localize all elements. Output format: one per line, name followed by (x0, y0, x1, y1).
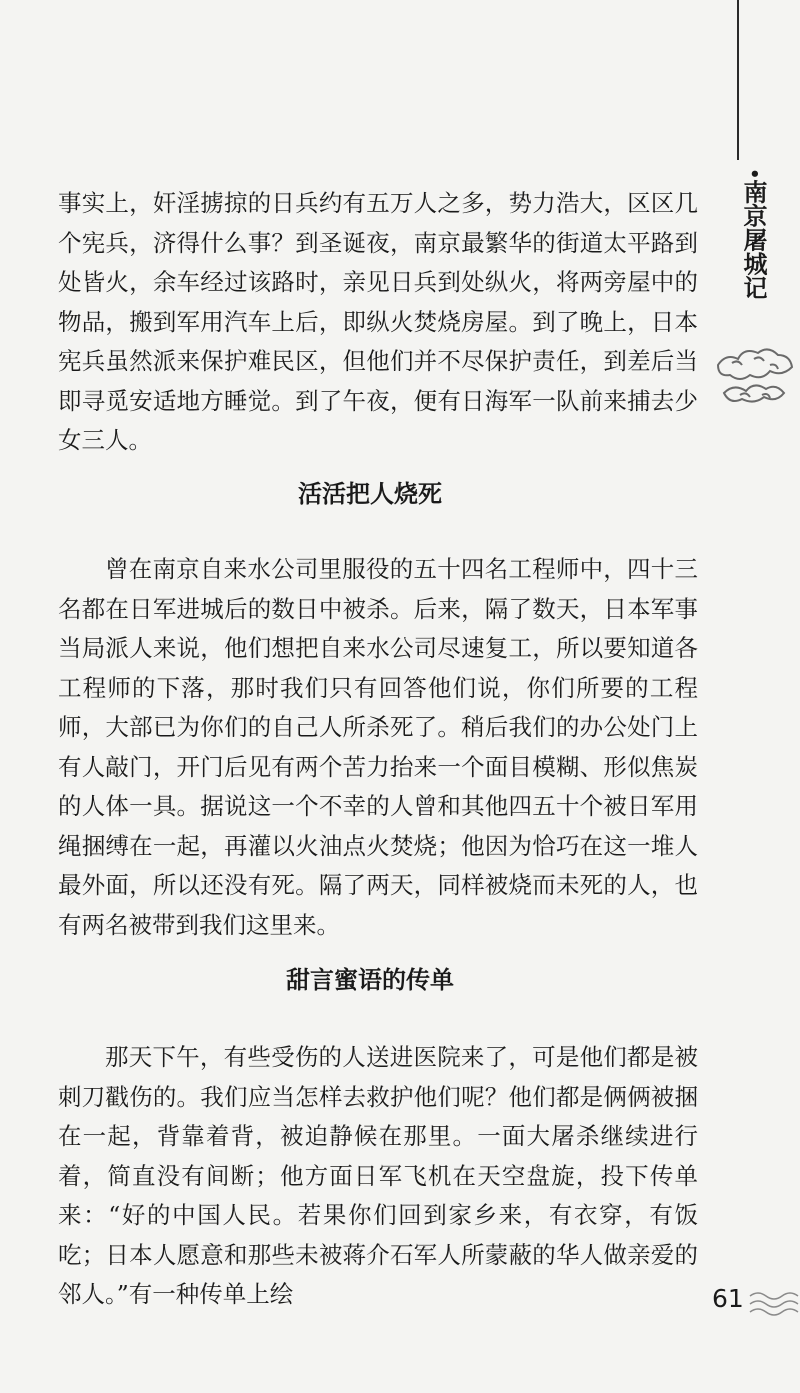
running-title-text: 南京屠城记 (739, 179, 767, 300)
page-number: 61 (712, 1284, 744, 1313)
margin-rule (737, 0, 739, 160)
paragraph-3-text: 那天下午，有些受伤的人送进医院来了，可是他们都是被刺刀戳伤的。我们应当怎样去救护他们呢？他们都是俩俩被捆在一起，背靠着背，被迫静候在那里。一面大屠杀继续进行着，简直没有间断；他方面日军飞机在天空盘旋，投下传单来：“好的中国人民。若果你们回到家乡来，有衣穿，有饭吃；日本人愿意和那些未被蒋介石军人所蒙蔽的华人做亲爱的邻人。”有一种传单上绘 (58, 1043, 698, 1308)
paragraph-1-text: 事实上，奸淫掳掠的日兵约有五万人之多，势力浩大，区区几个宪兵，济得什么事？到圣诞夜，南京最繁华的街道太平路到处皆火，余车经过该路时，亲见日兵到处纵火，将两旁屋中的物品，搬到军用汽车上后，即纵火焚烧房屋。到了晚上，日本宪兵虽然派来保护难民区，但他们并不尽保护责任，到差后当即寻觅安适地方睡觉。到了午夜，便有日海军一队前来捕去少女三人。 (58, 189, 698, 454)
paragraph-2 (58, 550, 698, 945)
paragraph-1 (58, 184, 698, 461)
cloud-ornament-icon (710, 335, 800, 415)
wave-ornament-icon (748, 1286, 800, 1320)
running-title-marker: • (743, 168, 764, 180)
section-heading-2: 甜言蜜语的传单 (286, 966, 454, 994)
paragraph-3 (58, 1038, 698, 1315)
paragraph-2-text: 曾在南京自来水公司里服役的五十四名工程师中，四十三名都在日军进城后的数日中被杀。后来，隔了数天，日本军事当局派人来说，他们想把自来水公司尽速复工，所以要知道各工程师的下落，那时我们只有回答他们说，你们所要的工程师，大部已为你们的自己人所杀死了。稍后我们的办公处门上有人敲门，开门后见有两个苦力抬来一个面目模糊、形似焦炭的人体一具。据说这一个不幸的人曾和其他四五十个被日军用绳捆缚在一起，再灌以火油点火焚烧；他因为恰巧在这一堆人最外面，所以还没有死。隔了两天，同样被烧而未死的人，也有两名被带到我们这里来。 (58, 555, 698, 939)
running-title (728, 168, 768, 300)
section-heading-1: 活活把人烧死 (298, 480, 442, 508)
